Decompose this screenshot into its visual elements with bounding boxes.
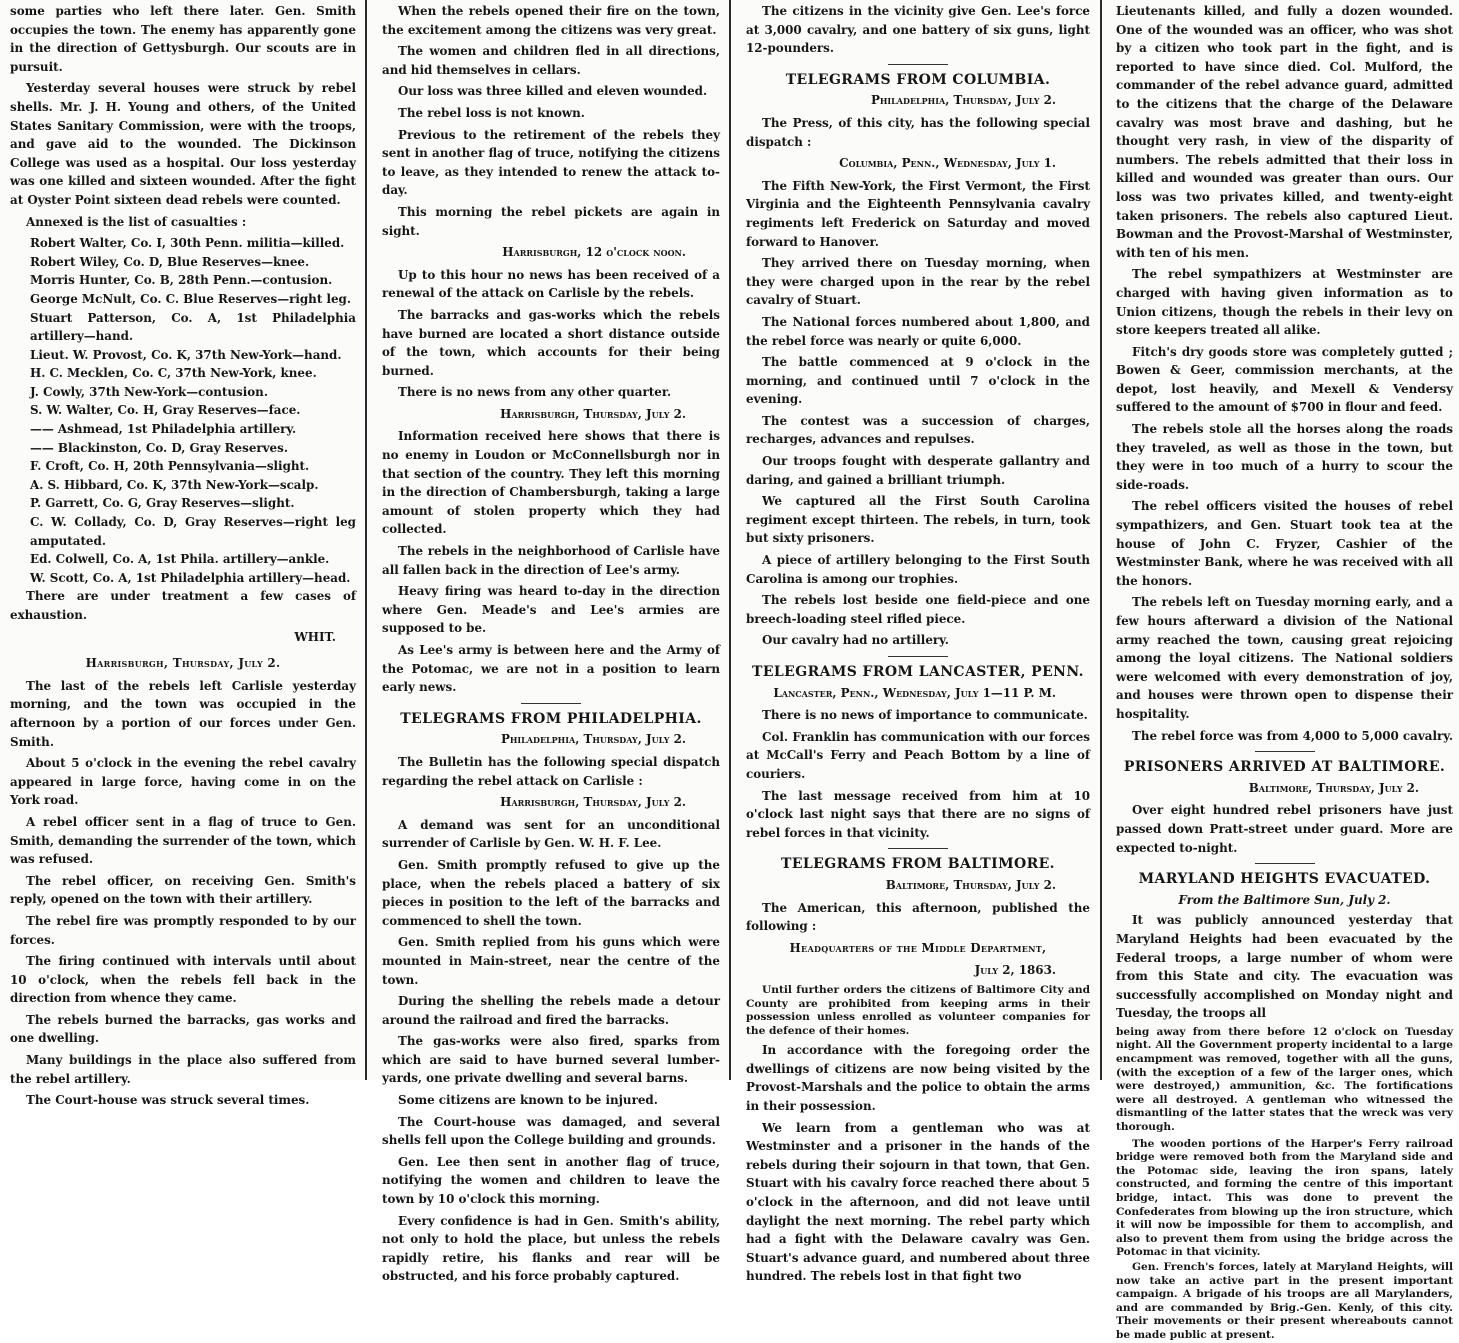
paragraph: Until further orders the citizens of Baltimore City and County are prohibited from keeping arms in their possession unless enrolled as volunteer companies for the defence of their homes. bbox=[746, 983, 1090, 1037]
dateline: Harrisburgh, 12 o'clock noon. bbox=[502, 245, 686, 260]
section-heading: TELEGRAMS FROM LANCASTER, PENN. bbox=[752, 664, 1084, 680]
list-item: Lieut. W. Provost, Co. K, 37th New-York—hand. bbox=[30, 347, 342, 362]
paragraph: The wooden portions of the Harper's Ferry railroad bridge were removed both from the Maryland side and the Potomac side, leaving the iron spans, lately constructed, and forming the centre of this important bridge, intact. This was done to prevent the Confederates from blowing up the iron structure, which it will now be impossible for them to accomplish, and also to prevent them from using the bridge across the Potomac in that vicinity. bbox=[1116, 1137, 1453, 1259]
paragraph: Our cavalry had no artillery. bbox=[762, 633, 949, 648]
dateline: Philadelphia, Thursday, July 2. bbox=[870, 93, 1056, 108]
list-item: F. Croft, Co. H, 20th Pennsylvania—slight. bbox=[30, 459, 310, 474]
list-item: W. Scott, Co. A, 1st Philadelphia artillery—head. bbox=[30, 570, 351, 585]
list-item: —— Ashmead, 1st Philadelphia artillery. bbox=[30, 422, 297, 437]
paragraph: The rebel fire was promptly responded to by our forces. bbox=[10, 913, 356, 947]
paragraph: During the shelling the rebels made a detour around the railroad and fired the barracks. bbox=[382, 994, 720, 1027]
list-item: Robert Wiley, Co. D, Blue Reserves—knee. bbox=[30, 254, 310, 269]
section-subheading: From the Baltimore Sun, July 2. bbox=[1178, 892, 1391, 907]
paragraph: The firing continued with intervals until about 10 o'clock, when the rebels fell back in the direction from whence they came. bbox=[10, 954, 356, 1006]
paragraph: About 5 o'clock in the evening the rebel cavalry appeared in large force, having come in on the York road. bbox=[10, 756, 356, 808]
list-item: A. S. Hibbard, Co. K, 37th New-York—scalp. bbox=[30, 477, 319, 492]
paragraph: A rebel officer sent in a flag of truce to Gen. Smith, demanding the surrender of the town, which was refused. bbox=[10, 814, 356, 867]
paragraph: We learn from a gentleman who was at Westminster and a prisoner in the hands of the rebels during their sojourn in that town, that Gen. Stuart with his cavalry force reached there about 5 o'clock in the afternoon, and did not leave until daylight the next morning. The rebel party which had a fight with the Delaware cavalry was Gen. Stuart's advance guard, and numbered about three hundred. The rebels lost in that fight two bbox=[746, 1120, 1090, 1284]
paragraph: Every confidence is had in Gen. Smith's ability, not only to hold the place, but unless the rebels rapidly retire, his flanks and rear will be obstructed, and his force probably captured. bbox=[382, 1213, 720, 1284]
column-1 bbox=[0, 0, 362, 1108]
paragraph: Gen. Smith promptly refused to give up the place, when the rebels placed a battery of six pieces in position to the left of the barracks and commenced to shell the town. bbox=[382, 857, 720, 928]
dateline: Lancaster, Penn., Wednesday, July 1—11 P. M. bbox=[773, 685, 1056, 700]
paragraph: The Fifth New-York, the First Vermont, the First Virginia and the Eighteenth Pennsylvania cavalry regiments left Frederick on Saturday and moved forward to Hanover. bbox=[746, 178, 1090, 249]
paragraph: Gen. French's forces, lately at Maryland Heights, will now take an active part in the present important campaign. A brigade of his troops are all Marylanders, and are commanded by Brig.-Gen. Kenly, of this city. Their movements or their present whereabouts cannot be made public at present. bbox=[1116, 1260, 1453, 1341]
paragraph: The rebels in the neighborhood of Carlisle have all fallen back in the direction of Lee's army. bbox=[382, 544, 720, 577]
paragraph: The rebel officer, on receiving Gen. Smith's reply, opened on the town with their artillery. bbox=[10, 873, 356, 907]
paragraph: A demand was sent for an unconditional surrender of Carlisle by Gen. W. H. F. Lee. bbox=[382, 817, 720, 851]
column-4 bbox=[1106, 0, 1459, 1341]
list-item: Ed. Colwell, Co. A, 1st Phila. artillery—ankle. bbox=[30, 552, 330, 567]
paragraph: some parties who left there later. Gen. Smith occupies the town. The enemy has apparently gone in the direction of Gettysburgh. Our scouts are in pursuit. bbox=[10, 4, 356, 74]
paragraph: Previous to the retirement of the rebels they sent in another flag of truce, notifying the citizens to leave, as they intended to renew the attack to-day. bbox=[382, 127, 720, 198]
column-rule bbox=[729, 0, 731, 1080]
paragraph: Many buildings in the place also suffered from the rebel artillery. bbox=[10, 1053, 356, 1086]
section-divider bbox=[1255, 751, 1315, 752]
dateline: Harrisburgh, Thursday, July 2. bbox=[500, 406, 686, 421]
paragraph: We captured all the First South Carolina regiment except thirteen. The rebels, in turn, took but sixty prisoners. bbox=[746, 494, 1090, 546]
column-3 bbox=[736, 0, 1096, 1284]
paragraph: The Bulletin has the following special dispatch regarding the rebel attack on Carlisle : bbox=[382, 754, 720, 788]
paragraph: Annexed is the list of casualties : bbox=[26, 214, 247, 229]
paragraph: In accordance with the foregoing order the dwellings of citizens are now being visited by the Provost-Marshals and the police to obtain the arms in their possession. bbox=[746, 1043, 1090, 1114]
paragraph: The battle commenced at 9 o'clock in the morning, and continued until 7 o'clock in the evening. bbox=[746, 355, 1090, 407]
section-divider bbox=[521, 703, 581, 704]
section-divider bbox=[888, 64, 948, 65]
signature: WHIT. bbox=[294, 629, 336, 644]
list-item: Robert Walter, Co. I, 30th Penn. militia—killed. bbox=[30, 236, 345, 251]
paragraph: The women and children fled in all directions, and hid themselves in cellars. bbox=[382, 44, 720, 77]
casualty-list bbox=[10, 234, 356, 587]
list-item: S. W. Walter, Co. H, Gray Reserves—face. bbox=[30, 403, 301, 418]
dateline: Harrisburgh, Thursday, July 2. bbox=[500, 795, 686, 810]
small-print-block bbox=[1116, 1026, 1453, 1343]
paragraph: Some citizens are known to be injured. bbox=[398, 1093, 658, 1108]
paragraph: Yesterday several houses were struck by rebel shells. Mr. J. H. Young and others, of the United States Sanitary Commission, were with the troops, and gave aid to the wounded. The Dickinson College was used as a hospital. Our loss yesterday was one killed and sixteen wounded. After the fight at Oyster Point sixteen dead rebels were counted. bbox=[10, 81, 356, 207]
list-item: C. W. Collady, Co. D, Gray Reserves—right leg amputated. bbox=[30, 515, 356, 548]
paragraph: There is no news from any other quarter. bbox=[398, 385, 672, 400]
dateline: Harrisburgh, Thursday, July 2. bbox=[85, 656, 281, 671]
paragraph: The rebel officers visited the houses of rebel sympathizers, and Gen. Stuart took tea at the house of John C. Fryzer, Cashier of the Westminster Bank, where he was received with all the honors. bbox=[1116, 499, 1453, 588]
paragraph: being away from there before 12 o'clock on Tuesday night. All the Government property incidental to a large encampment was removed, together with all the guns, (with the exception of a few of the larger ones, which were destroyed,) ammunition, &c. The fortifications were all destroyed. A gentleman who witnessed the dismantling of the latter states that the wreck was very thorough. bbox=[1116, 1025, 1453, 1134]
paragraph: Lieutenants killed, and fully a dozen wounded. One of the wounded was an officer, who was shot by a citizen who took part in the fight, and is reported to have since died. Col. Mulford, the commander of the rebel advance guard, admitted to the citizens that the charge of the Delaware cavalry was most brave and dashing, but he thought very rash, in view of the disparity of numbers. The rebels admitted that their loss in killed and wounded was greater than ours. Our loss was two privates killed, and twenty-eight taken prisoners. The rebels also captured Lieut. Bowman and the Provost-Marshal of Westminster, with ten of his men. bbox=[1116, 4, 1453, 260]
section-divider bbox=[888, 848, 948, 849]
section-heading: TELEGRAMS FROM PHILADELPHIA. bbox=[400, 710, 702, 727]
paragraph: The National forces numbered about 1,800, and the rebel force was nearly or quite 6,000. bbox=[746, 314, 1090, 348]
dateline: Baltimore, Thursday, July 2. bbox=[885, 877, 1056, 892]
paragraph: The rebels burned the barracks, gas works and one dwelling. bbox=[10, 1012, 356, 1046]
paragraph: The rebels left on Tuesday morning early, and a few hours afterward a division of the National army reached the town, causing great rejoicing among the loyal citizens. The National soldiers were welcomed with every demonstration of joy, and houses were thrown open to dispense their hospitality. bbox=[1116, 595, 1453, 721]
paragraph: The rebel sympathizers at Westminster are charged with having given information as to Union citizens, though the rebels in their levy on store keepers treated all alike. bbox=[1116, 267, 1453, 338]
paragraph: The rebels stole all the horses along the roads they traveled, as well as those in the town, but they were in too much of a hurry to scour the side-roads. bbox=[1116, 422, 1453, 492]
paragraph: Gen. Smith replied from his guns which were mounted in Main-street, near the centre of the town. bbox=[382, 935, 720, 987]
paragraph: The last message received from him at 10 o'clock last night says that there are no signs of rebel forces in that vicinity. bbox=[746, 788, 1090, 840]
paragraph: The Court-house was damaged, and several shells fell upon the College building and grounds. bbox=[382, 1114, 720, 1148]
paragraph: As Lee's army is between here and the Army of the Potomac, we are not in a position to learn early news. bbox=[382, 643, 720, 695]
list-item: Stuart Patterson, Co. A, 1st Philadelphia artillery—hand. bbox=[30, 310, 356, 344]
paragraph: Up to this hour no news has been received of a renewal of the attack on Carlisle by the rebels. bbox=[382, 267, 720, 301]
paragraph: The gas-works were also fired, sparks from which are said to have burned several lumber-yards, one private dwelling and several barns. bbox=[382, 1034, 720, 1086]
paragraph: The last of the rebels left Carlisle yesterday morning, and the town was occupied in the afternoon by a portion of our forces under Gen. Smith. bbox=[10, 678, 356, 749]
paragraph: Our loss was three killed and eleven wounded. bbox=[398, 84, 708, 99]
paragraph: When the rebels opened their fire on the town, the excitement among the citizens was very great. bbox=[382, 4, 720, 37]
paragraph: It was publicly announced yesterday that Maryland Heights had been evacuated by the Federal troops, a large number of whom were from this State and city. The evacuation was successfully accomplished on Monday night and Tuesday, the troops all bbox=[1116, 913, 1453, 1021]
dateline: Philadelphia, Thursday, July 2. bbox=[500, 732, 686, 747]
list-item: J. Cowly, 37th New-York—contusion. bbox=[30, 384, 268, 399]
list-item: H. C. Mecklen, Co. C, 37th New-York, knee. bbox=[30, 366, 317, 381]
paragraph: The barracks and gas-works which the rebels have burned are located a short distance outside of the town, which accounts for their being burned. bbox=[382, 307, 720, 378]
dateline: Headquarters of the Middle Department, bbox=[789, 940, 1047, 955]
list-item: P. Garrett, Co. G, Gray Reserves—slight. bbox=[30, 496, 295, 511]
section-heading: PRISONERS ARRIVED AT BALTIMORE. bbox=[1123, 759, 1446, 776]
paragraph: The contest was a succession of charges, recharges, advances and repulses. bbox=[746, 413, 1090, 447]
section-heading: TELEGRAMS FROM BALTIMORE. bbox=[781, 856, 1055, 873]
dateline: Baltimore, Thursday, July 2. bbox=[1248, 780, 1419, 795]
column-rule bbox=[1100, 0, 1102, 1080]
paragraph: Heavy firing was heard to-day in the direction where Gen. Meade's and Lee's armies are supposed to be. bbox=[382, 584, 720, 636]
paragraph: Fitch's dry goods store was completely gutted ; Bowen & Geer, commission merchants, at the depot, lost heavily, and Mexell & Vendersy suffered to the amount of $700 in flour and feed. bbox=[1116, 344, 1453, 415]
dateline: July 2, 1863. bbox=[974, 963, 1056, 978]
section-divider bbox=[1255, 863, 1315, 864]
paragraph: This morning the rebel pickets are again in sight. bbox=[382, 204, 720, 238]
section-heading: MARYLAND HEIGHTS EVACUATED. bbox=[1138, 871, 1431, 888]
section-heading: TELEGRAMS FROM COLUMBIA. bbox=[785, 71, 1051, 88]
paragraph: Information received here shows that there is no enemy in Loudon or McConnellsburgh nor in that section of the country. They left this morning in the direction of Chambersburgh, taking a large amount of stolen property which they had collected. bbox=[382, 429, 720, 537]
column-2 bbox=[372, 0, 726, 1284]
paragraph: The rebel force was from 4,000 to 5,000 cavalry. bbox=[1132, 728, 1453, 743]
paragraph: The rebel loss is not known. bbox=[398, 105, 585, 120]
paragraph: Col. Franklin has communication with our forces at McCall's Ferry and Peach Bottom by a line of couriers. bbox=[746, 729, 1090, 781]
list-item: George McNult, Co. C. Blue Reserves—right leg. bbox=[30, 291, 351, 306]
list-item: Morris Hunter, Co. B, 28th Penn.—contusion. bbox=[30, 273, 333, 288]
paragraph: Gen. Lee then sent in another flag of truce, notifying the women and children to leave the town by 10 o'clock this morning. bbox=[382, 1154, 720, 1207]
paragraph: Over eight hundred rebel prisoners have just passed down Pratt-street under guard. More are expected to-night. bbox=[1116, 803, 1453, 855]
paragraph: A piece of artillery belonging to the First South Carolina is among our trophies. bbox=[746, 553, 1090, 586]
dateline: Columbia, Penn., Wednesday, July 1. bbox=[839, 156, 1056, 171]
paragraph: The citizens in the vicinity give Gen. Lee's force at 3,000 cavalry, and one battery of six guns, light 12-pounders. bbox=[746, 4, 1090, 56]
paragraph: There is no news of importance to communicate. bbox=[762, 708, 1088, 723]
paragraph: The American, this afternoon, published the following : bbox=[746, 900, 1090, 934]
column-rule bbox=[365, 0, 367, 1080]
list-item: —— Blackinston, Co. D, Gray Reserves. bbox=[30, 440, 288, 455]
paragraph: There are under treatment a few cases of exhaustion. bbox=[10, 589, 356, 622]
paragraph: The rebels lost beside one field-piece and one breech-loading steel rifled piece. bbox=[746, 593, 1090, 626]
paragraph: The Press, of this city, has the following special dispatch : bbox=[746, 115, 1090, 149]
section-divider bbox=[888, 656, 948, 657]
paragraph: Our troops fought with desperate gallantry and daring, and gained a brilliant triumph. bbox=[746, 454, 1090, 487]
paragraph: The Court-house was struck several times. bbox=[26, 1093, 310, 1108]
paragraph: They arrived there on Tuesday morning, when they were charged upon in the rear by the rebel cavalry of Stuart. bbox=[746, 256, 1090, 308]
